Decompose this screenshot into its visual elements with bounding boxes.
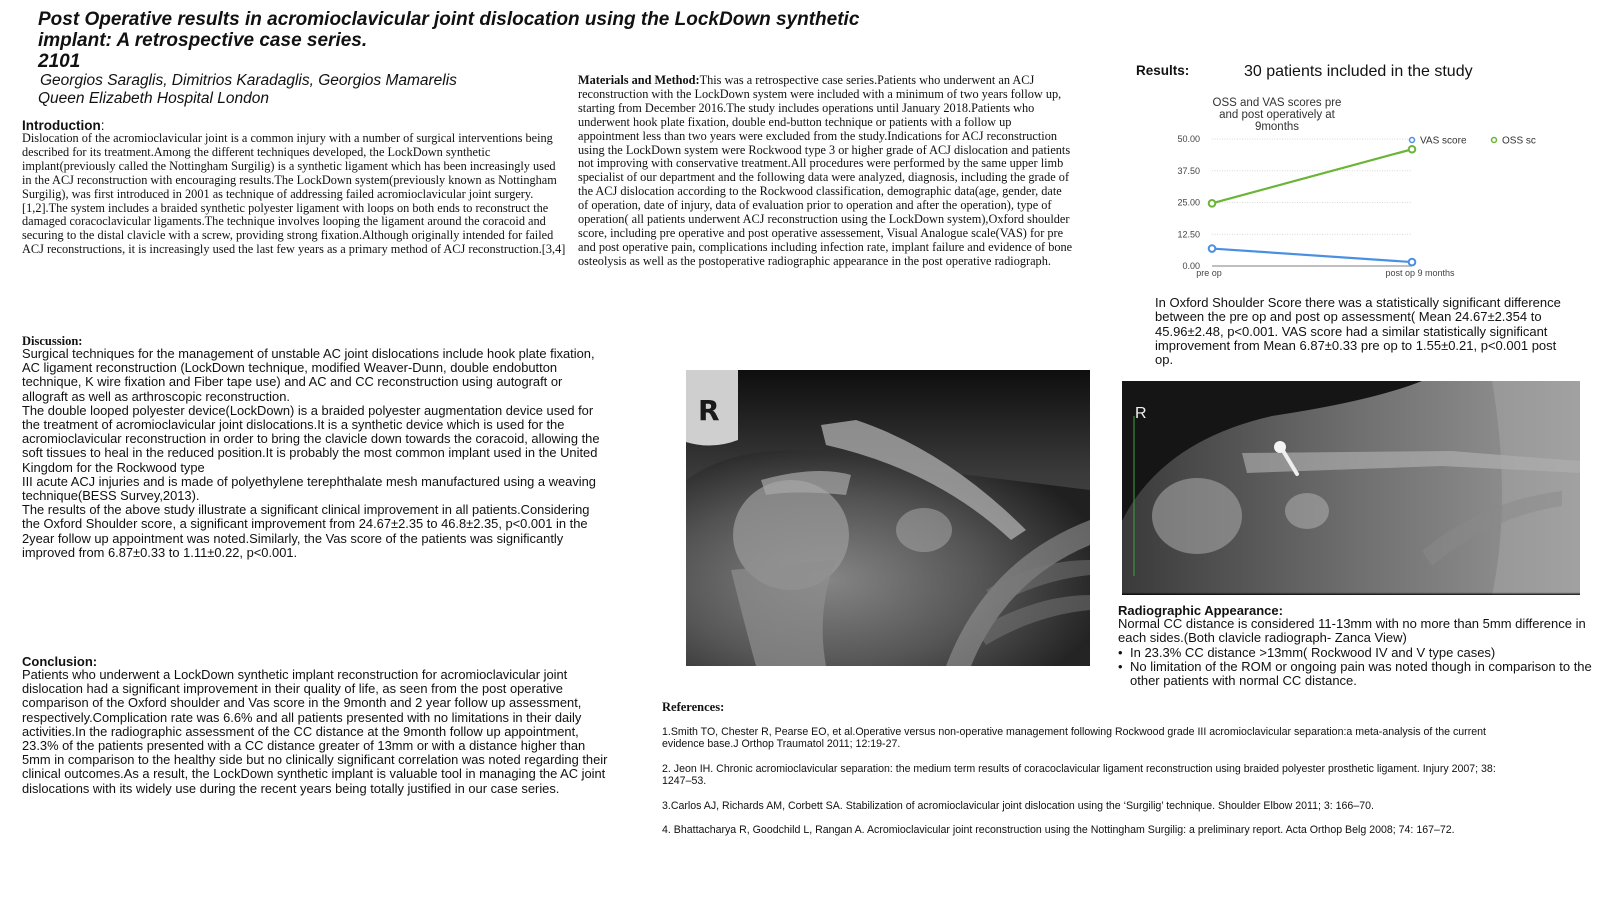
radiographic-bullet: • No limitation of the ROM or ongoing pain was noted though in comparison to the other patients with normal CC distance.: [1130, 660, 1598, 689]
chart-title-line-3: 9months: [1254, 121, 1300, 133]
results-text: In Oxford Shoulder Score there was a statistically significant difference between the pre op and post op assessment( Mean 24.67±2.354 to 45.96±2.48, p<0.001. VAS score had a similar statistically significant improvement from Mean 6.87±0.33 pre op to 1.55±0.21, p<0.001 post op.: [1155, 295, 1561, 368]
chart-series: [1209, 146, 1416, 265]
references-list: [662, 726, 1512, 848]
chart-title-line-1: OSS and VAS scores pre: [1212, 97, 1342, 109]
materials-text: This was a retrospective case series.Patients who underwent an ACJ reconstruction with the LockDown system were included with a minimum of two years follow up, starting from December 2016.The study includes operations until January 2018.Patients who underwent hook plate fixation, double end-button technique or patients with a follow up appointment less than two years were excluded from the study.Indications for ACJ reconstruction using the LockDown system were Rockwood type 3 or higher grade of ACJ dislocation and patients not improving with conservative treatment.All procedures were performed by the same upper limb specialist of our department and the following data were analyzed, diagnosis, including the grade of the ACJ dislocation according to the Rockwood classification, demographic data(age, gender, date of operation, date of injury, data of evaluation prior to operation and after the operation), type of operation( all patients underwent ACJ reconstruction using the LockDown system),Oxford shoulder score, including pre operative and post operative assessement, Visual Analogue scale(VAS) for pre and post operative pain, complications including infection rate, implant failure and evidence of bone osteolysis as well as the postoperative radiographic appearance in the post operative radiograph.: [578, 73, 1073, 268]
reference-item: 3.Carlos AJ, Richards AM, Corbett SA. Stabilization of acromioclavicular joint dislocation using the ‘Surgilig’ technique. Shoulder Elbow 2011; 3: 166–70.: [662, 799, 1374, 812]
discussion-text: [22, 347, 602, 560]
chart-legend: [1410, 136, 1536, 147]
data-point: [1409, 146, 1416, 153]
conclusion-heading: Conclusion:: [22, 654, 98, 669]
discussion-paragraph: Surgical techniques for the management of unstable AC joint dislocations include hook plate fixation, AC ligament reconstruction (LockDown technique, modified Weaver-Dunn, double endobutton technique, K wire fixation and Fiber tape use) and AC and CC reconstruction using autograft or allograft as well as arthroscopic reconstruction.: [22, 346, 595, 404]
legend-marker: [1492, 138, 1497, 143]
introduction-heading-colon: :: [100, 118, 105, 133]
data-point: [1209, 245, 1216, 252]
conclusion-text: Patients who underwent a LockDown synthetic implant reconstruction for acromioclavicular joint dislocation had a significant improvement in their quality of life, as seen from the post operative comparison of the Oxford shoulder and Vas score in the 9month and 2 year follow up assessment, respectively.Complication rate was 6.6% and all patients presented with no limitations in their daily activities.In the radiographic assessment of the CC distance at the 9month follow up appointment, 23.3% of the patients presented with a CC distance greater of 13mm or with a distance higher than 5mm in comparison to the healthy side but no clinically significant correlation was noted regarding their clinical outcomes.As a result, the LockDown synthetic implant is valuable tool in managing the AC joint dislocations with its widely use during the recent years being totally justified in our case series.: [22, 667, 608, 796]
introduction-text: Dislocation of the acromioclavicular joint is a common injury with a number of surgical interventions being described for its treatment.Among the different techniques developed, the LockDown synthetic implant(previously called the Nottingham Surgilig) is a synthetic ligament which has been increasingly used in the ACJ reconstruction with encouraging results.The LockDown system(previously known as Nottingham Surgilig), was first introduced in 2001 as technique of addressing failed acromioclavicular joint surgery.[1,2].The system includes a braided synthetic polyester ligament with loops on both ends to reconstruct the damaged coracoclavicular ligaments.The technique involves looping the ligament around the coracoid and securing to the distal clavicle with a screw, providing strong fixation.Although originally intended for failed ACJ reconstructions, it is increasingly used the last few years as a primary method of ACJ reconstruction.[3,4]: [22, 131, 566, 257]
poster-title: [38, 9, 1038, 72]
authors: Georgios Saraglis, Dimitrios Karadaglis, Georgios Mamarelis: [40, 72, 457, 89]
x-tick-label: pre op: [1196, 268, 1222, 278]
data-point: [1209, 200, 1216, 207]
y-tick-label: 25.00: [1177, 197, 1200, 208]
discussion-heading: Discussion:: [22, 334, 83, 348]
discussion-paragraph: The results of the above study illustrate a significant clinical improvement in all patients.Considering the Oxford Shoulder score, a significant improvement from 24.67±2.35 to 46.8±2.35, p<0.001 in the 2year follow up appointment was noted.Similarly, the Vas score of the patients was significantly improved from 6.87±0.33 to 1.11±0.22, p<0.001.: [22, 502, 590, 560]
radiographic-bullet: • In 23.3% CC distance >13mm( Rockwood IV and V type cases): [1130, 646, 1598, 660]
series-oss-score: [1209, 146, 1416, 207]
radiographic-section: [1118, 617, 1598, 688]
legend-label: OSS sc: [1502, 135, 1536, 147]
reference-item: 2. Jeon IH. Chronic acromioclavicular separation: the medium term results of coracoclavicular ligament reconstruction using braided polyester prosthetic ligament. Injury 2007; 38: 1247–53.: [662, 762, 1496, 788]
discussion-paragraph: III acute ACJ injuries and is made of polyethylene terephthalate mesh manufactured using a weaving technique(BESS Survey,2013).: [22, 473, 596, 504]
legend-item: [1410, 136, 1467, 147]
series-line: [1212, 149, 1412, 203]
xray-postop-graphic: [1122, 381, 1580, 595]
xray-image-postop: [1122, 381, 1580, 595]
introduction-heading-text: Introduction: [22, 118, 101, 133]
legend-label: VAS score: [1420, 135, 1467, 147]
results-heading: Results:: [1136, 63, 1190, 78]
xray-image-preop: [686, 370, 1090, 666]
poster-number: 2101: [38, 51, 81, 72]
results-subtitle: 30 patients included in the study: [1244, 63, 1473, 80]
chart-x-ticks: [1196, 268, 1455, 278]
reference-item: 1.Smith TO, Chester R, Pearse EO, et al.Operative versus non-operative management following Rockwood grade III acromioclavicular separation:a meta-analysis of the current evidence base.J Orthop Traumatol 2011; 12:19-27.: [662, 726, 1486, 751]
x-tick-label: post op 9 months: [1385, 268, 1455, 278]
y-tick-label: 12.50: [1177, 229, 1200, 240]
discussion-paragraph: The double looped polyester device(LockDown) is a braided polyester augmentation device used for the treatment of acromioclavicular joint dislocations.It is a synthetic device which is used for the acromioclavicular reconstruction in order to bring the clavicle down towards the coracoid, allowing the soft tissues to heal in the reduced position.It is probably the most common implant used in the United Kingdom for the Rockwood type: [22, 402, 600, 475]
title-line-1: Post Operative results in acromioclavicular joint dislocation using the LockDown synthetic: [38, 9, 860, 30]
xray-side-marker: R: [698, 394, 720, 427]
oss-vas-line-chart: [1170, 94, 1600, 294]
series-vas-score: [1209, 245, 1416, 265]
xray-side-marker: R: [1135, 405, 1147, 422]
data-point: [1409, 259, 1416, 266]
series-line: [1212, 249, 1412, 263]
y-tick-label: 37.50: [1177, 165, 1200, 176]
affiliation: Queen Elizabeth Hospital London: [38, 90, 269, 107]
references-heading: References:: [662, 700, 725, 714]
chart-title-line-2: and post operatively at: [1219, 109, 1335, 121]
reference-item: 4. Bhattacharya R, Goodchild L, Rangan A. Acromioclavicular joint reconstruction using the Nottingham Surgilig: a preliminary report. Acta Orthop Belg 2008; 74: 167–72.: [662, 824, 1455, 837]
xray-preop-graphic: [686, 370, 1090, 666]
materials-heading: Materials and Method:: [578, 73, 700, 87]
legend-marker: [1410, 138, 1415, 143]
radiographic-text: Normal CC distance is considered 11-13mm with no more than 5mm difference in each sides.(Both clavicle radiograph- Zanca View): [1118, 616, 1586, 646]
chart-y-ticks: [1177, 134, 1200, 271]
chart-title: [1213, 97, 1342, 133]
radiographic-heading: Radiographic Appearance:: [1118, 603, 1283, 618]
radiographic-bullets: [1118, 646, 1598, 689]
legend-item: [1492, 136, 1536, 147]
materials-section: [578, 74, 1073, 269]
y-tick-label: 0.00: [1182, 261, 1200, 271]
title-line-2: implant: A retrospective case series.: [38, 30, 368, 51]
y-tick-label: 50.00: [1177, 134, 1200, 144]
